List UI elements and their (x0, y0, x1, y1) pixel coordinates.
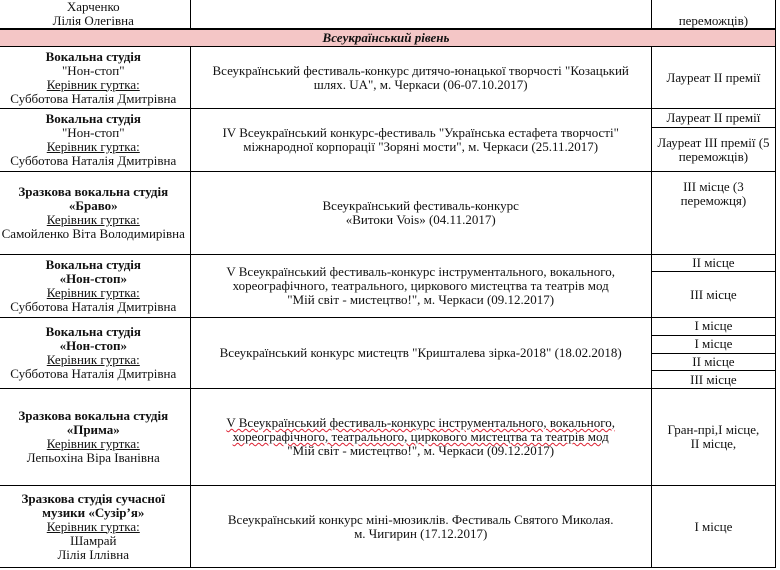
result-text: ІІІ місце (690, 286, 737, 302)
result-cell (651, 353, 775, 371)
section-title: Всеукраїнський рівень (0, 29, 776, 47)
result-text: ІІ місце, (690, 436, 737, 451)
result-cell (651, 47, 775, 109)
leader-name: Субботова Наталія Дмитрівна (10, 153, 177, 168)
event-cell (190, 486, 651, 568)
result-cell (651, 371, 775, 389)
result-text: ІІ місце (692, 353, 735, 369)
event-line: Всеукраїнський фестиваль-конкурс дитячо-юнацької творчості "Козацький (212, 62, 629, 78)
result-text: ІІІ місце (690, 371, 737, 387)
result-text: І місце (694, 318, 733, 334)
result-text: Лауреат ІІ премії (666, 69, 761, 85)
event-line: "Мій світ - мистецтво!", м. Черкаси (09.12.2017) (287, 443, 555, 458)
event-line: міжнародної корпорації "Зоряні мости", м. Черкаси (25.11.2017) (243, 139, 599, 154)
studio-name: Зразкова вокальна студія (18, 408, 169, 423)
studio-cell (0, 109, 190, 172)
studio-name-line2: «Нон-стоп» (59, 338, 127, 353)
studio-name-line2: «Прима» (66, 422, 120, 437)
table-row (0, 109, 776, 128)
table-row (0, 172, 776, 255)
studio-cell (0, 172, 190, 255)
event-cell (190, 255, 651, 318)
studio-cell (0, 47, 190, 109)
event-cell (190, 0, 651, 29)
event-line: «Витоки Vois» (04.11.2017) (345, 212, 496, 227)
leader-name: Лілія Олегівна (52, 13, 134, 28)
leader-label: Керівник гуртка: (46, 352, 140, 367)
studio-name: Зразкова студія сучасної (21, 490, 166, 506)
result-text: ІІ місце (692, 255, 735, 270)
leader-label: Керівник гуртка: (46, 212, 140, 227)
result-cell (651, 389, 775, 486)
leader-name: Субботова Наталія Дмитрівна (10, 90, 177, 106)
studio-name: Вокальна студія (45, 324, 141, 339)
event-line: V Всеукраїнський фестиваль-конкурс інструментального, вокального, (226, 264, 616, 279)
table-row (0, 486, 776, 568)
result-cell (651, 109, 775, 128)
table-row (0, 255, 776, 272)
event-line: Всеукраїнський конкурс мистецтв "Кришталева зірка-2018" (18.02.2018) (219, 345, 622, 360)
studio-name-line2: «Нон-стоп» (59, 271, 127, 286)
event-line: "Мій світ - мистецтво!", м. Черкаси (09.12.2017) (287, 292, 555, 307)
leader-surname: Шамрай (70, 532, 117, 548)
table-row (0, 47, 776, 109)
leader-label: Керівник гуртка: (46, 285, 140, 300)
result-cell (651, 335, 775, 353)
leader-label: Керівник гуртка: (46, 518, 140, 534)
studio-name-line2: "Нон-стоп" (62, 125, 125, 140)
result-cell (651, 272, 775, 318)
studio-name-line2: "Нон-стоп" (62, 62, 125, 78)
leader-name: Самойленко Віта Володимирівна (1, 226, 185, 241)
studio-name: Вокальна студія (45, 48, 141, 64)
studio-cell (0, 486, 190, 568)
table-row (0, 0, 776, 29)
result-cell (651, 486, 775, 568)
leader-name: Лілія Іллівна (57, 546, 130, 562)
table-row (0, 389, 776, 486)
leader-cell (0, 0, 190, 29)
leader-name: Лепьохіна Віра Іванівна (26, 450, 160, 465)
result-text: Лауреат ІІІ премії (5 переможців) (657, 134, 770, 164)
result-text: Гран-прі,І місце, (667, 422, 760, 437)
result-cell (651, 255, 775, 272)
event-cell (190, 47, 651, 109)
result-text: переможців) (678, 13, 749, 28)
studio-cell (0, 318, 190, 389)
result-cell (651, 172, 775, 255)
event-line: V Всеукраїнський фестиваль-конкурс інструментального, вокального, (226, 415, 616, 430)
table-row (0, 318, 776, 336)
result-cell (651, 128, 775, 172)
event-line: хореографічного, театрального, циркового мистецтва та театрів мод (232, 429, 609, 444)
leader-label: Керівник гуртка: (46, 139, 140, 154)
event-cell (190, 389, 651, 486)
leader-surname: Харченко (66, 0, 120, 14)
studio-cell (0, 255, 190, 318)
leader-name: Субботова Наталія Дмитрівна (10, 299, 177, 314)
event-cell (190, 109, 651, 172)
studio-name: Вокальна студія (45, 111, 141, 126)
event-line: IV Всеукраїнський конкурс-фестиваль "Українська естафета творчості" (222, 125, 619, 140)
leader-label: Керівник гуртка: (46, 436, 140, 451)
result-text: І місце (694, 518, 733, 534)
result-text: Лауреат ІІ премії (666, 110, 761, 125)
event-line: хореографічного, театрального, циркового мистецтва та театрів мод (232, 278, 609, 293)
event-cell (190, 172, 651, 255)
studio-name: Зразкова вокальна студія (18, 184, 169, 199)
event-line: м. Чигирин (17.12.2017) (354, 525, 488, 541)
studio-name-line2: «Браво» (68, 198, 118, 213)
studio-name-line2: музики «Сузір’я» (42, 504, 145, 520)
event-line: Всеукраїнський фестиваль-конкурс (322, 198, 519, 213)
section-header-row (0, 29, 776, 47)
event-line: Всеукраїнський конкурс міні-мюзиклів. Фестиваль Святого Миколая. (227, 511, 614, 527)
studio-name: Вокальна студія (45, 257, 141, 272)
result-cell (651, 318, 775, 336)
studio-cell (0, 389, 190, 486)
event-line: шлях. UA", м. Черкаси (06-07.10.2017) (313, 76, 528, 92)
result-cell (651, 0, 775, 29)
result-text: ІІІ місце (3 переможця) (680, 179, 747, 208)
event-cell (190, 318, 651, 389)
leader-label: Керівник гуртка: (46, 76, 140, 92)
leader-name: Субботова Наталія Дмитрівна (10, 366, 177, 381)
result-text: І місце (694, 336, 733, 352)
